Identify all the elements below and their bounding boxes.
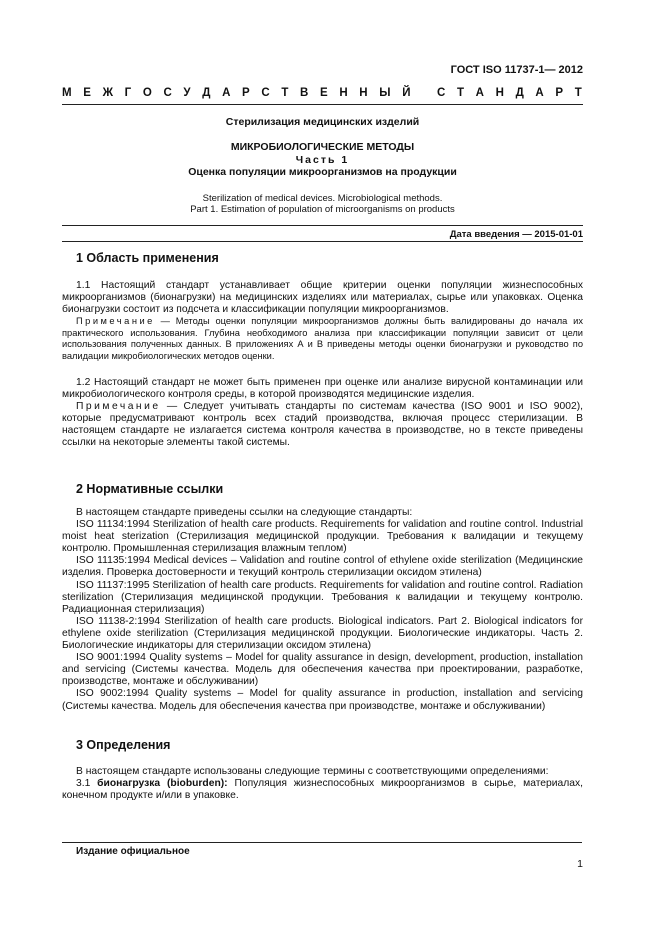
term-name: бионагрузка (bioburden): [97, 778, 228, 790]
note-text: — Методы оценки популяции микроорганизмов должны быть валидированы до начала их практического использования. Глубина необходимого анализа при классификации популяции зависит от цели использования полученных данных. В приложениях А и В приведены методы оценки бионагрузки и руководство по валидации микробиологических методов оценки. [62, 316, 583, 361]
date-divider-top [62, 225, 583, 226]
banner-letter: Н [359, 87, 368, 99]
footer-divider [62, 842, 582, 843]
section-1-heading: 1 Область применения [76, 251, 219, 265]
title-english-1: Sterilization of medical devices. Microbiological methods. [202, 193, 443, 204]
date-divider-bottom [62, 241, 583, 242]
note-label: Примечание [76, 401, 161, 413]
title-main: МИКРОБИОЛОГИЧЕСКИЕ МЕТОДЫ [230, 141, 415, 153]
reference-item: ISO 11137:1995 Sterilization of health care products. Requirements for validation and routine control. Radiation sterilization (Стерилизация медицинской продукции. Требования к валидации и текущему контролю. Радиационная стерилизация) [62, 579, 583, 615]
banner-letter: У [183, 87, 191, 99]
banner-letter: Р [242, 87, 250, 99]
banner-letter: О [142, 87, 152, 99]
document-code: ГОСТ ISO 11737-1— 2012 [450, 64, 583, 76]
page-number: 1 [577, 858, 583, 870]
header-divider [62, 104, 583, 105]
section-1-part-2 [62, 377, 583, 450]
section-3-heading: 3 Определения [76, 738, 171, 752]
banner-letter: Т [574, 87, 582, 99]
references-intro: В настоящем стандарте приведены ссылки на следующие стандарты: [76, 507, 413, 518]
note-label: Примечание [76, 316, 155, 327]
banner-letter: Н [495, 87, 504, 99]
banner-letter: Р [555, 87, 564, 99]
banner-letter: Г [124, 87, 132, 99]
title-subject: Стерилизация медицинских изделий [225, 116, 420, 128]
definition-3-1 [62, 778, 583, 802]
note-1 [62, 316, 583, 362]
banner-letter: Е [83, 87, 91, 99]
banner-letter: М [62, 87, 72, 99]
banner-letter: А [475, 87, 484, 99]
section-2-heading: 2 Нормативные ссылки [76, 482, 224, 496]
section-3-body [62, 766, 583, 802]
banner-letter: Е [320, 87, 328, 99]
term-definition: Популяция жизнеспособных микроорганизмов в сырье, материалах, конечном продукте и/или в упаковке. [62, 778, 583, 802]
banner-letter: Й [402, 87, 411, 99]
term-number: 3.1 [76, 778, 98, 790]
standard-banner [62, 87, 582, 99]
reference-item: ISO 11135:1994 Medical devices – Validation and routine control of ethylene oxide sterilization (Медицинские изделия. Проверка достоверности и текущий контроль стерилизации оксидом этилена) [62, 555, 583, 579]
paragraph-1-2: 1.2 Настоящий стандарт не может быть применен при оценке или анализе вирусной контаминации или микробиологического контроля среды, в которой производятся медицинские изделия. [62, 377, 583, 401]
reference-item: ISO 11138-2:1994 Sterilization of health care products. Biological indicators. Part 2. Biological indicators for ethylene oxide sterilization (Стерилизация медицинской продукции. Биологические индикаторы. Часть 2. Биологические индикаторы для стерилизации оксидом этилена) [62, 615, 583, 652]
section-2-body [62, 507, 583, 713]
paragraph-1-1: 1.1 Настоящий стандарт устанавливает общие критерии оценки популяции жизнеспособных микроорганизмов (бионагрузки) на медицинских изделиях или материалах, сырье или упаковках. Оценка бионагрузки состоит из подсчета и классификации популяции микроорганизмов. [62, 280, 583, 316]
reference-item: ISO 11134:1994 Sterilization of health care products. Requirements for validation and routine control. Industrial moist heat sterization (Стерилизация медицинской продукции. Требования к валидации и текущему контролю. Промышленная стерилизация влажным теплом) [62, 519, 583, 555]
banner-letter: А [222, 87, 231, 99]
reference-item: ISO 9001:1994 Quality systems – Model for quality assurance in design, development, production, installation and servicing (Системы качества. Модель для обеспечения качества при проектировании, разработке, производстве, монтаже и обслуживании) [62, 652, 583, 688]
banner-letter: В [300, 87, 309, 99]
note-text: — Следует учитывать стандарты по системам качества (ISO 9001 и ISO 9002), которые предусматривают контроль всех стадий производства, включая процесс стерилизации. В настоящем стандарте не излагается система контроля качества в производстве, но в тексте приведены ссылки на некоторые элементы такой системы. [62, 401, 583, 449]
banner-letter: Д [515, 87, 524, 99]
banner-letter: Т [456, 87, 464, 99]
banner-letter [422, 87, 425, 99]
banner-letter: С [436, 87, 446, 99]
definitions-intro: В настоящем стандарте использованы следующие термины с соответствующими определениями: [76, 766, 549, 777]
title-part: Часть 1 [295, 154, 350, 166]
edition-label: Издание официальное [76, 846, 190, 857]
banner-letter: Ж [102, 87, 113, 99]
section-1-part-1 [62, 280, 583, 362]
banner-letter: С [261, 87, 270, 99]
introduction-date: Дата введения — 2015-01-01 [449, 229, 583, 240]
banner-letter: Н [339, 87, 348, 99]
banner-letter: С [163, 87, 172, 99]
note-2 [62, 401, 583, 449]
title-english-2: Part 1. Estimation of population of microorganisms on products [190, 204, 455, 215]
banner-letter: А [535, 87, 544, 99]
title-part-name: Оценка популяции микроорганизмов на продукции [188, 166, 457, 178]
banner-letter: Т [281, 87, 289, 99]
banner-letter: Д [202, 87, 211, 99]
reference-item: ISO 9002:1994 Quality systems – Model for quality assurance in production, installation and servicing (Системы качества. Модель для обеспечения качества при производстве, монтаже и обслуживании) [62, 688, 583, 712]
banner-letter: Ы [379, 87, 391, 99]
